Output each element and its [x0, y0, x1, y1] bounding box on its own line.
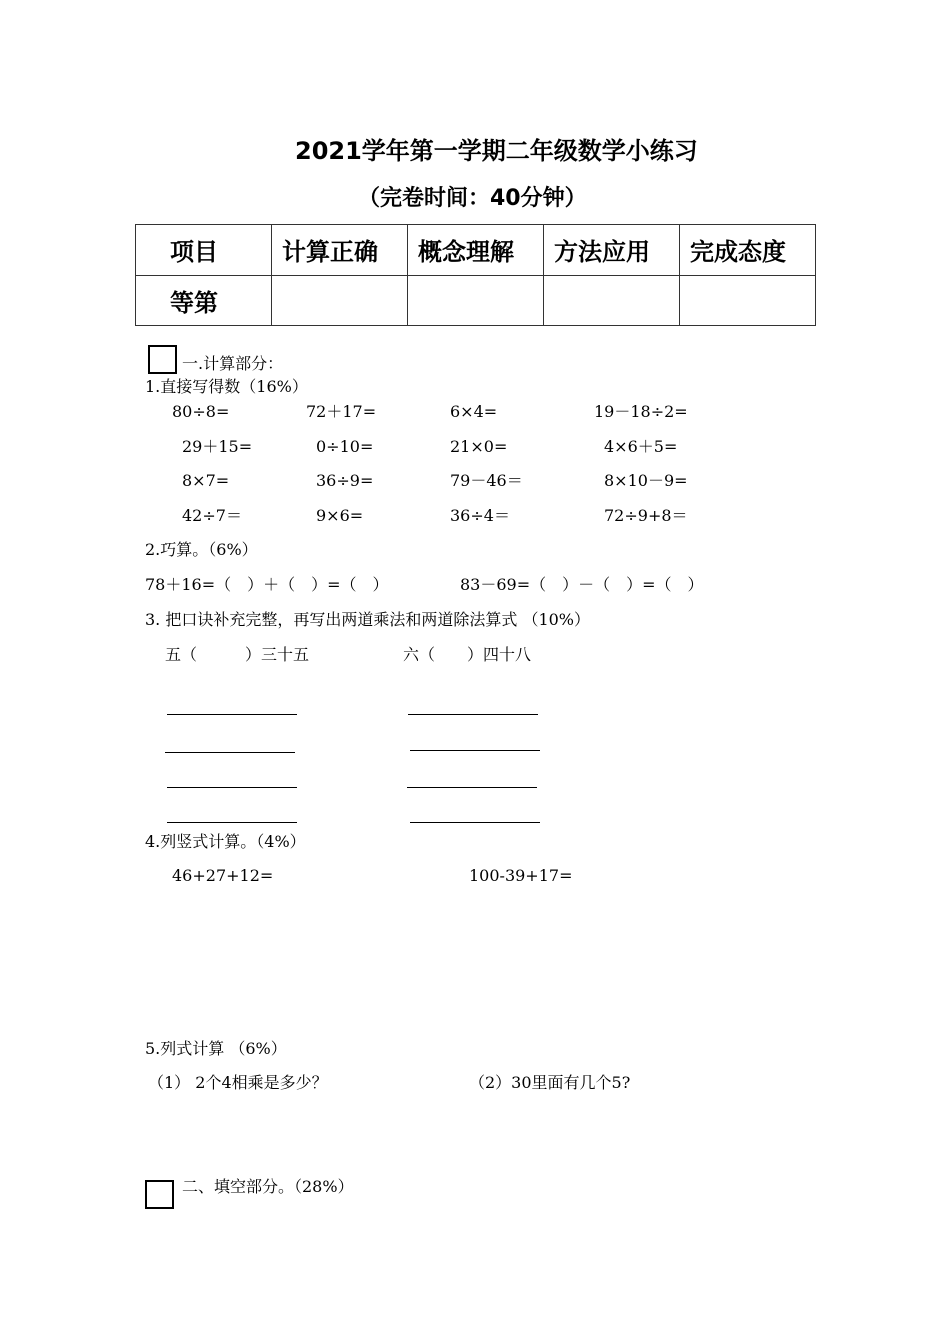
problem: 19－18÷2=	[594, 402, 688, 421]
question-label: 1.直接写得数（16%）	[145, 377, 308, 396]
problem: 0÷10=	[316, 437, 374, 456]
problem: 42÷7＝	[182, 506, 242, 525]
score-box[interactable]	[145, 1180, 174, 1209]
page-subtitle: （完卷时间：40分钟）	[358, 186, 587, 211]
question-label: 3. 把口诀补充完整，再写出两道乘法和两道除法算式 （10%）	[145, 610, 591, 629]
problem: 五（ ）三十五	[165, 645, 310, 664]
grade-input-cell[interactable]	[272, 275, 408, 326]
problem: 36÷9=	[316, 471, 374, 490]
answer-line[interactable]	[408, 714, 538, 715]
section-heading: 一.计算部分：	[182, 354, 284, 373]
table-cell: 等第	[136, 275, 272, 326]
table-cell: 完成态度	[680, 225, 816, 276]
problem: 29＋15=	[182, 437, 253, 456]
grade-table	[135, 224, 816, 326]
grade-input-cell[interactable]	[408, 275, 544, 326]
problem: 79－46＝	[450, 471, 523, 490]
page-title: 2021学年第一学期二年级数学小练习	[295, 137, 698, 165]
table-cell: 计算正确	[272, 225, 408, 276]
problem: 21×0=	[450, 437, 508, 456]
answer-line[interactable]	[407, 787, 537, 788]
grade-input-cell[interactable]	[680, 275, 816, 326]
problem: 72÷9+8＝	[604, 506, 688, 525]
answer-line[interactable]	[167, 787, 297, 788]
grade-input-cell[interactable]	[544, 275, 680, 326]
problem: 100-39+17=	[469, 866, 573, 885]
problem: 80÷8=	[172, 402, 230, 421]
table-cell: 方法应用	[544, 225, 680, 276]
table-cell: 项目	[136, 225, 272, 276]
problem: 六（ ）四十八	[403, 645, 532, 664]
table-cell: 概念理解	[408, 225, 544, 276]
problem: 78＋16=（ ）＋（ ）=（ ）	[145, 575, 389, 594]
problem: （2）30里面有几个5?	[469, 1073, 631, 1092]
question-label: 5.列式计算 （6%）	[145, 1039, 287, 1058]
problem: 83－69=（ ）－（ ）=（ ）	[460, 575, 704, 594]
question-label: 2.巧算。（6%）	[145, 540, 258, 559]
problem: 46+27+12=	[172, 866, 274, 885]
question-label: 4.列竖式计算。（4%）	[145, 832, 306, 851]
grade-table-grade-row	[136, 275, 816, 326]
answer-line[interactable]	[165, 752, 295, 753]
answer-line[interactable]	[167, 714, 297, 715]
problem: 4×6＋5=	[604, 437, 678, 456]
answer-line[interactable]	[410, 750, 540, 751]
grade-table-header-row	[136, 225, 816, 276]
problem: （1） 2个4相乘是多少？	[148, 1073, 328, 1092]
problem: 6×4=	[450, 402, 498, 421]
section-heading: 二、填空部分。（28%）	[182, 1177, 354, 1196]
answer-line[interactable]	[410, 822, 540, 823]
answer-line[interactable]	[167, 822, 297, 823]
score-box[interactable]	[148, 345, 177, 374]
problem: 72＋17=	[306, 402, 377, 421]
problem: 9×6=	[316, 506, 364, 525]
problem: 8×7=	[182, 471, 230, 490]
problem: 36÷4＝	[450, 506, 510, 525]
problem: 8×10－9=	[604, 471, 688, 490]
